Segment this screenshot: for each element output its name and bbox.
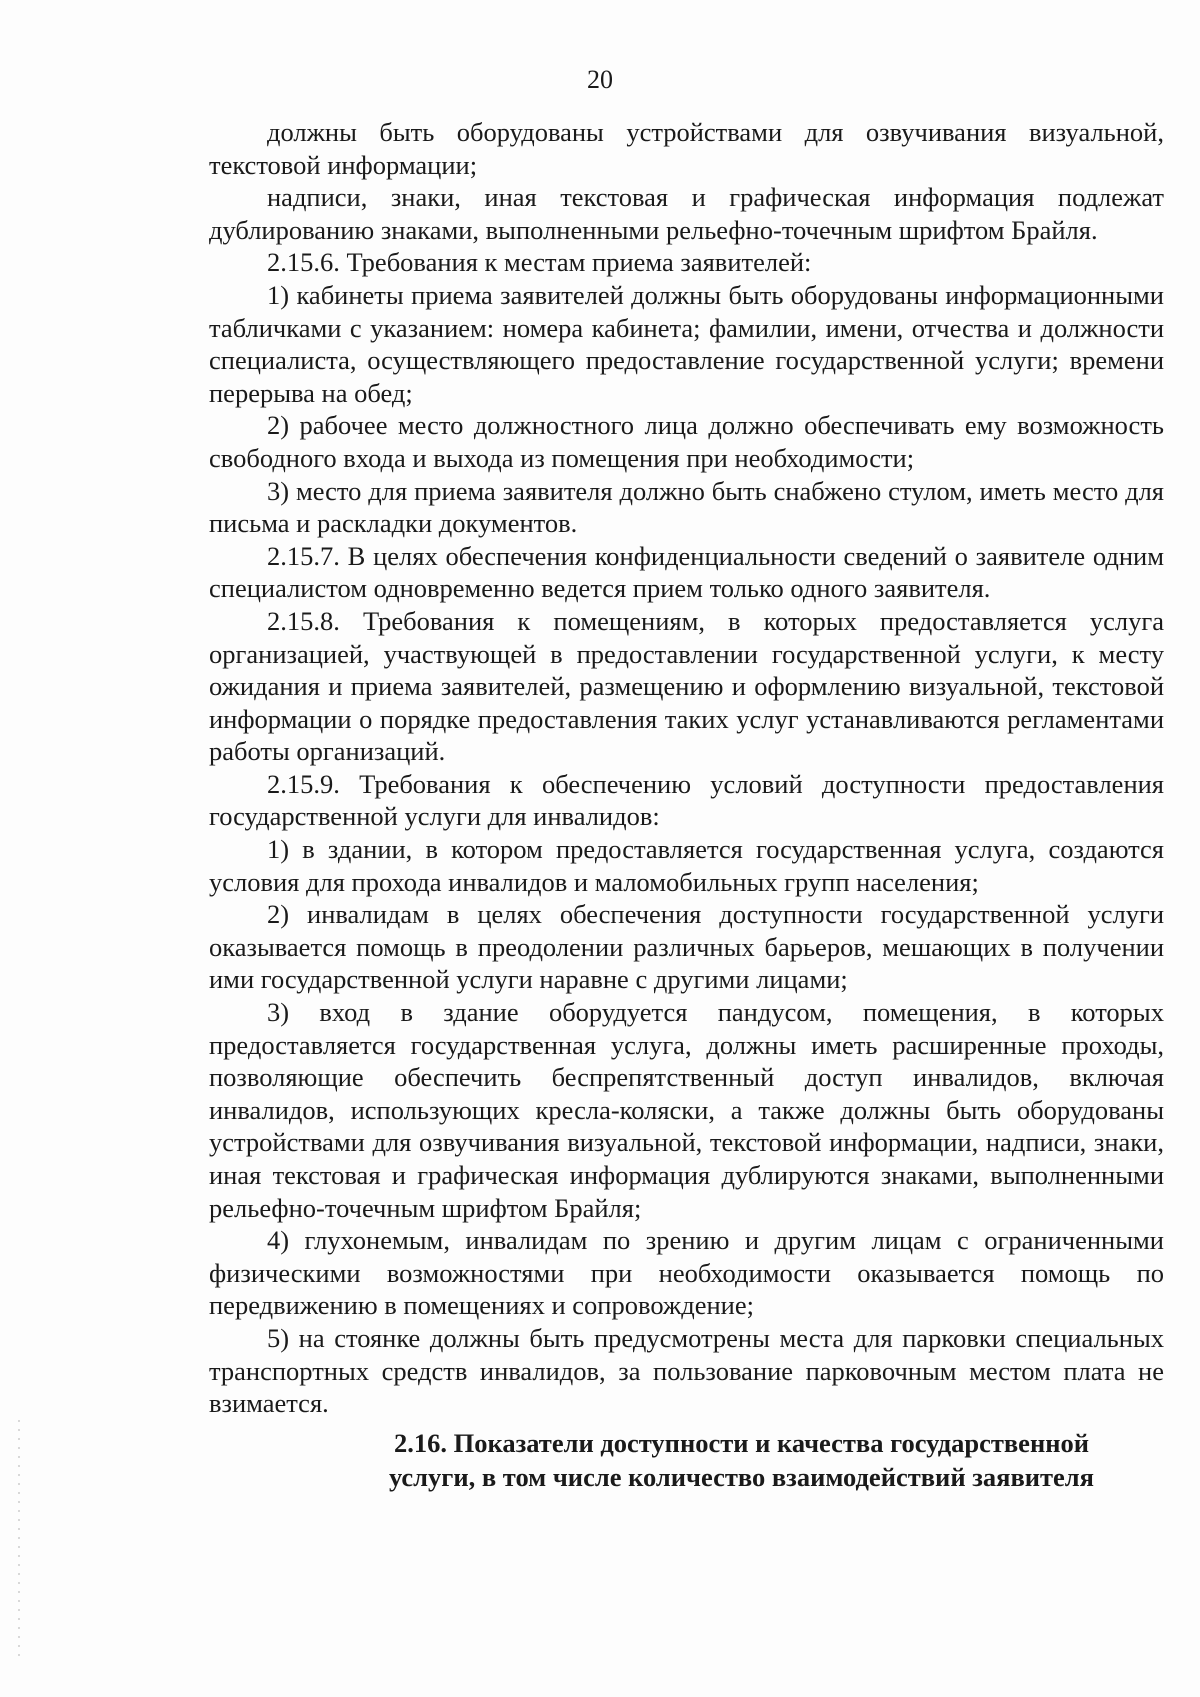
paragraph: 3) место для приема заявителя должно быть снабжено стулом, иметь место для письма и раскладки документов. [209, 475, 1164, 539]
section-heading [209, 1426, 1164, 1494]
paragraph: 2.15.6. Требования к местам приема заявителей: [267, 247, 812, 278]
paragraph: надписи, знаки, иная текстовая и графическая информация подлежат дублированию знаками, выполненными рельефно-точечным шрифтом Брайля. [209, 182, 1164, 245]
section-heading-line: услуги, в том числе количество взаимодействий заявителя [388, 1461, 1095, 1492]
paragraph: 3) вход в здание оборудуется пандусом, помещения, в которых предоставляется государственная услуга, должны иметь расширенные проходы, позволяющие обеспечить беспрепятственный доступ инвалидов, включая инвалидов, использующих кресла-коляски, а также должны быть оборудованы устройствами для озвучивания визуальной, текстовой информации, надписи, знаки, иная текстовая и графическая информация дублируются знаками, выполненными рельефно-точечным шрифтом Брайля; [209, 997, 1164, 1223]
paragraph: 2.15.9. Требования к обеспечению условий доступности предоставления государственной услуги для инвалидов: [209, 768, 1164, 832]
paragraph: 2.15.8. Требования к помещениям, в которых предоставляется услуга организацией, участвующей в предоставлении государственной услуги, к месту ожидания и приема заявителей, размещению и оформлению визуальной, текстовой информации о порядке предоставления таких услуг устанавливаются регламентами работы организаций. [209, 605, 1164, 767]
paragraph: 2.15.7. В целях обеспечения конфиденциальности сведений о заявителе одним специалистом одновременно ведется прием только одного заявителя. [209, 540, 1164, 604]
paragraph: 2) рабочее место должностного лица должно обеспечивать ему возможность свободного входа и выхода из помещения при необходимости; [209, 410, 1164, 473]
section-heading-line: 2.16. Показатели доступности и качества государственной [393, 1427, 1090, 1458]
paragraph: должны быть оборудованы устройствами для озвучивания визуальной, текстовой информации; [209, 117, 1164, 180]
document-body [209, 116, 1164, 1494]
scan-artifact [18, 1420, 20, 1660]
page-number: 20 [587, 65, 613, 94]
paragraph: 1) в здании, в котором предоставляется государственная услуга, создаются условия для прохода инвалидов и маломобильных групп населения; [209, 834, 1164, 897]
paragraph: 2) инвалидам в целях обеспечения доступности государственной услуги оказывается помощь в преодолении различных барьеров, мешающих в получении ими государственной услуги наравне с другими лицами; [209, 899, 1164, 995]
paragraph: 4) глухонемым, инвалидам по зрению и другим лицам с ограниченными физическими возможностями при необходимости оказывается помощь по передвижению в помещениях и сопровождение; [209, 1225, 1164, 1321]
paragraph: 5) на стоянке должны быть предусмотрены места для парковки специальных транспортных средств инвалидов, за пользование парковочным местом плата не взимается. [209, 1322, 1164, 1419]
paragraph: 1) кабинеты приема заявителей должны быть оборудованы информационными табличками с указанием: номера кабинета; фамилии, имени, отчества и должности специалиста, осуществляющего предоставление государственной услуги; времени перерыва на обед; [209, 279, 1164, 408]
